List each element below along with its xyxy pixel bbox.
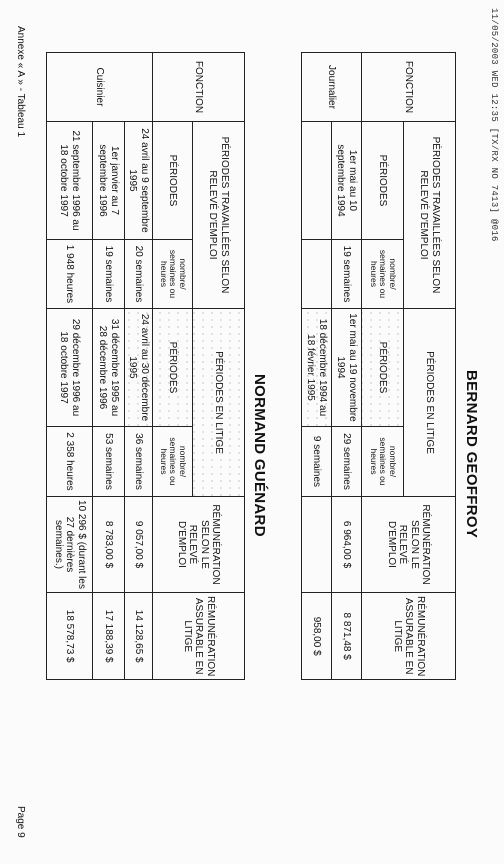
nombre-releve-cell: 19 semaines bbox=[93, 240, 125, 309]
header-periodes-litige: PÉRIODES EN LITIGE bbox=[193, 309, 245, 497]
table-bernard bbox=[301, 52, 456, 680]
annexe-label: Annexe « A » - Tableau 1 bbox=[15, 26, 26, 138]
periode-releve-cell: 1er mai au 10 septembre 1994 bbox=[332, 122, 362, 240]
nombre-litige-cell: 9 semaines bbox=[302, 427, 332, 497]
header-periodes-releve: PÉRIODES TRAVAILLÉES SELON RELEVÉ D'EMPLOI bbox=[404, 122, 456, 309]
remuneration-assurable-cell: 17 188,39 $ bbox=[93, 593, 125, 680]
table-row bbox=[47, 53, 93, 680]
periode-releve-cell: 24 avril au 9 septembre 1995 bbox=[125, 122, 153, 240]
nombre-releve-cell: 19 semaines bbox=[332, 240, 362, 309]
nombre-litige-cell: 29 semaines bbox=[332, 427, 362, 497]
nombre-releve-cell: 20 semaines bbox=[125, 240, 153, 309]
remuneration-releve-cell: 8 783,00 $ bbox=[93, 497, 125, 593]
table-row bbox=[125, 53, 153, 680]
fonction-cell: Journalier bbox=[302, 53, 362, 122]
nombre-releve-cell: 1 948 heures bbox=[47, 240, 93, 309]
remuneration-assurable-cell: 18 578,73 $ bbox=[47, 593, 93, 680]
header-nombre: nombre/ semaines ou heures bbox=[153, 240, 193, 309]
remuneration-releve-cell: 9 057,00 $ bbox=[125, 497, 153, 593]
remuneration-releve-cell: 6 964,00 $ bbox=[332, 497, 362, 593]
periode-releve-cell: 21 septembre 1996 au 18 octobre 1997 bbox=[47, 122, 93, 240]
periode-releve-cell bbox=[302, 122, 332, 240]
header-periodes: PÉRIODES bbox=[362, 122, 404, 240]
header-periodes-releve: PÉRIODES TRAVAILLÉES SELON RELEVÉ D'EMPLOI bbox=[193, 122, 245, 309]
fax-header: 11/05/2003 WED 12:35 [TX/RX NO 7413] @016 bbox=[489, 8, 499, 242]
header-periodes: PÉRIODES bbox=[153, 309, 193, 427]
header-periodes-litige: PÉRIODES EN LITIGE bbox=[404, 309, 456, 497]
table-row bbox=[302, 53, 332, 680]
remuneration-releve-cell: 10 296 $ (durant les 27 dernières semaines.) bbox=[47, 497, 93, 593]
header-remuneration-releve: RÉMUNÉRATION SELON LE RELEVÉ D'EMPLOI bbox=[362, 497, 456, 593]
header-fonction: FONCTION bbox=[362, 53, 456, 122]
remuneration-assurable-cell: 958,00 $ bbox=[302, 593, 332, 680]
periode-litige-cell: 29 décembre 1996 au 18 octobre 1997 bbox=[47, 309, 93, 427]
fonction-cell: Cuisinier bbox=[47, 53, 153, 122]
table-row bbox=[332, 53, 362, 680]
remuneration-assurable-cell: 14 128,65 $ bbox=[125, 593, 153, 680]
periode-litige-cell: 24 avril au 30 décembre 1995 bbox=[125, 309, 153, 427]
nombre-litige-cell: 36 semaines bbox=[125, 427, 153, 497]
periode-releve-cell: 1er janvier au 7 septembre 1996 bbox=[93, 122, 125, 240]
periode-litige-cell: 18 décembre 1994 au 18 février 1995 bbox=[302, 309, 332, 427]
nombre-releve-cell bbox=[302, 240, 332, 309]
periode-litige-cell: 31 décembre 1995 au 28 décembre 1996 bbox=[93, 309, 125, 427]
nombre-litige-cell: 53 semaines bbox=[93, 427, 125, 497]
header-nombre: nombre/ semaines ou heures bbox=[362, 240, 404, 309]
header-remuneration-assurable: RÉMUNÉRATION ASSURABLE EN LITIGE bbox=[362, 593, 456, 680]
employee-name-bernard: BERNARD GEOFFROY bbox=[463, 370, 480, 539]
header-remuneration-releve: RÉMUNÉRATION SELON LE RELEVÉ D'EMPLOI bbox=[153, 497, 245, 593]
header-nombre: nombre/ semaines ou heures bbox=[153, 427, 193, 497]
remuneration-assurable-cell: 8 871,48 $ bbox=[332, 593, 362, 680]
page-number: Page 9 bbox=[15, 806, 26, 838]
header-nombre: nombre/ semaines ou heures bbox=[362, 427, 404, 497]
nombre-litige-cell: 2 358 heures bbox=[47, 427, 93, 497]
header-fonction: FONCTION bbox=[153, 53, 245, 122]
header-periodes: PÉRIODES bbox=[362, 309, 404, 427]
remuneration-releve-cell bbox=[302, 497, 332, 593]
header-remuneration-assurable: RÉMUNÉRATION ASSURABLE EN LITIGE bbox=[153, 593, 245, 680]
periode-litige-cell: 1er mai au 19 novembre 1994 bbox=[332, 309, 362, 427]
header-periodes: PÉRIODES bbox=[153, 122, 193, 240]
table-normand bbox=[46, 52, 245, 680]
table-row bbox=[93, 53, 125, 680]
employee-name-normand: NORMAND GUÉNARD bbox=[251, 374, 268, 537]
